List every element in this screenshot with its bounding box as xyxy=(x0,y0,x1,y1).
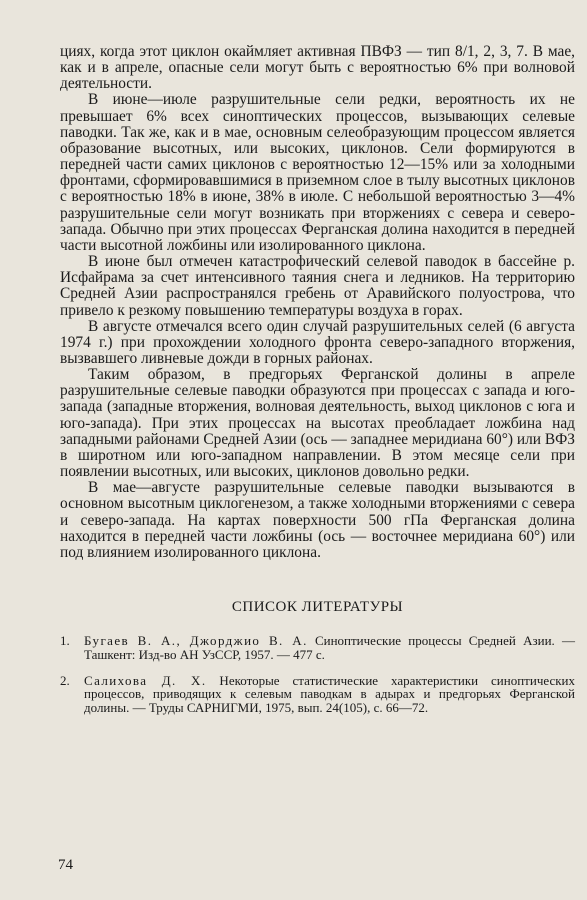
paragraph: В июне был отмечен катастрофический селевой паводок в бассейне р. Исфайрама за счет интенсивного таяния снега и ледников. На территорию Средней Азии распространялся гребень от Аравийского полуострова, что привело к резкому повышению температуры воздуха в горах. xyxy=(60,253,575,319)
reference-text: Некоторые статистические характеристики синоптических процессов, приводящих к селевым паводкам в адырах и предгорьях Ферганской долины. — Труды САРНИГМИ, 1975, вып. 24(105), с. 66—72. xyxy=(84,672,575,716)
references-list xyxy=(60,634,575,715)
reference-item xyxy=(60,674,575,715)
reference-authors: Бугаев В. А., Джорджио В. А. xyxy=(84,633,308,648)
body-text xyxy=(60,44,575,561)
reference-body xyxy=(84,634,575,662)
references-heading: СПИСОК ЛИТЕРАТУРЫ xyxy=(231,599,404,615)
reference-number: 1. xyxy=(60,633,70,648)
paragraph-continued: циях, когда этот циклон окаймляет активная ПВФЗ — тип 8/1, 2, 3, 7. В мае, как и в апреле, опасные сели могут быть с вероятностью 6% при волновой деятельности. xyxy=(60,43,575,93)
paragraph: В июне—июле разрушительные сели редки, вероятность их не превышает 6% всех синоптических процессов, вызывающих селевые паводки. Так же, как и в мае, основным селеобразующим процессом является образование высотных, или высоких, циклонов. Сели формируются в передней части самих циклонов с вероятностью 12—15% или за холодными фронтами, сформировавшимися в приземном слое в тылу высотных циклонов с вероятностью 18% в июне, 38% в июле. С небольшой вероятностью 3—4% разрушительные сели могут возникать при вторжениях с севера и северо-запада. Обычно при этих процессах Ферганская долина находится в передней части высотной ложбины или изолированного циклона. xyxy=(60,91,575,254)
paragraph: В мае—августе разрушительные селевые паводки вызываются в основном высотным циклогенезом, а также холодными вторжениями с севера и северо-запада. На картах поверхности 500 гПа Ферганская долина находится в передней части ложбины (ось — восточнее меридиана 60°) или под влиянием изолированного циклона. xyxy=(60,479,575,561)
paragraph: В августе отмечался всего один случай разрушительных селей (6 августа 1974 г.) при прохождении холодного фронта северо-западного вторжения, вызвавшего ливневые дожди в горных районах. xyxy=(60,317,575,367)
reference-number: 2. xyxy=(60,672,70,688)
reference-item xyxy=(60,634,575,662)
reference-text: Синоптические процессы Средней Азии. — Ташкент: Изд-во АН УзССР, 1957. — 477 с. xyxy=(84,633,575,662)
reference-authors: Салихова Д. Х. xyxy=(84,672,207,688)
page-number: 74 xyxy=(58,857,73,873)
reference-body xyxy=(84,674,575,715)
paragraph: Таким образом, в предгорьях Ферганской долины в апреле разрушительные селевые паводки образуются при процессах с запада и юго-запада (западные вторжения, волновая деятельность, выход циклонов с юга и юго-запада). При этих процессах на высотах преобладает ложбина над западными районами Средней Азии (ось — западнее меридиана 60°) или ВФЗ в широтном или юго-западном направлении. В этом месяце сели при появлении высотных, или высоких, циклонов довольно редки. xyxy=(60,366,575,481)
